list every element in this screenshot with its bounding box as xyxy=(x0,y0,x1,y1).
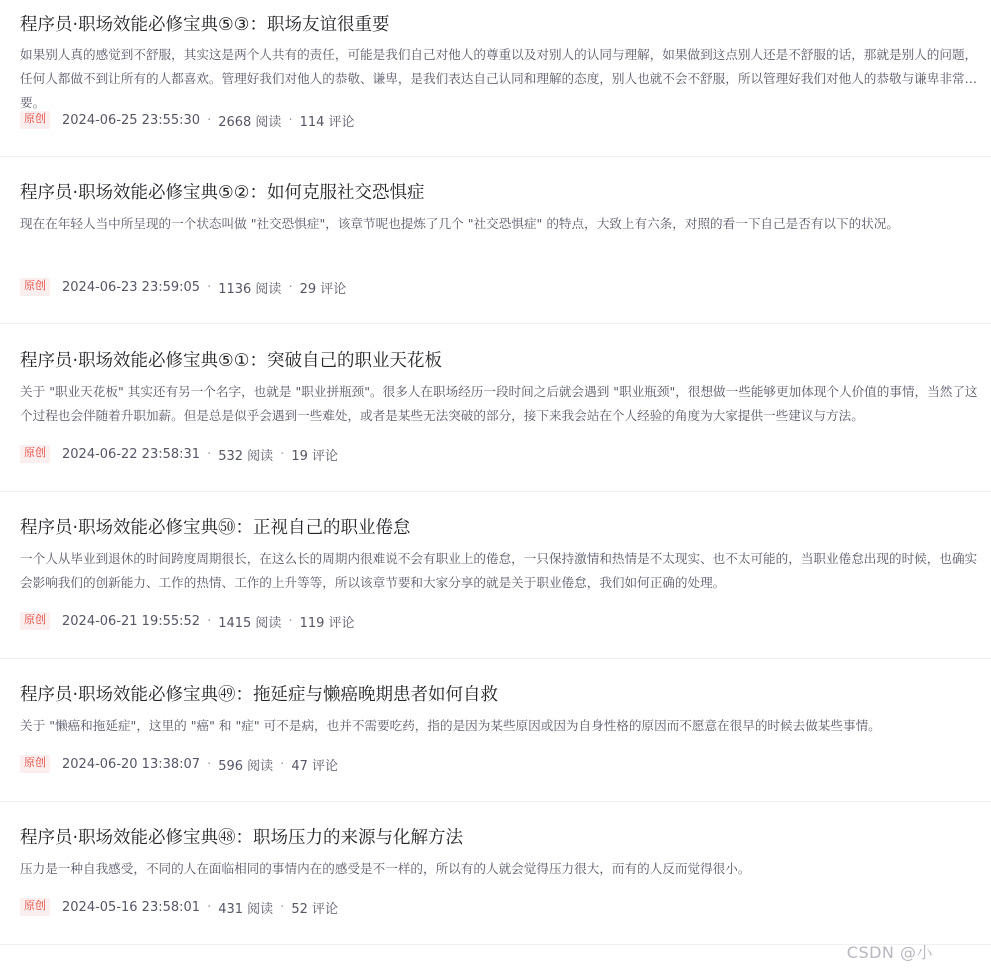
original-badge: 原创 xyxy=(20,445,50,463)
original-badge: 原创 xyxy=(20,898,50,916)
article-item[interactable] xyxy=(0,0,991,157)
publish-date: 2024-06-25 23:55:30 xyxy=(62,112,201,128)
separator-dot: · xyxy=(207,446,212,462)
separator-dot: · xyxy=(207,279,212,295)
separator-dot: · xyxy=(280,899,285,915)
article-title[interactable]: 程序员·职场效能必修宝典⑤③：职场友谊很重要 xyxy=(20,15,390,35)
article-item[interactable] xyxy=(0,492,991,659)
article-meta xyxy=(20,897,338,917)
separator-dot: · xyxy=(288,613,293,629)
article-meta xyxy=(20,611,355,631)
original-badge: 原创 xyxy=(20,111,50,129)
article-meta xyxy=(20,754,338,774)
article-summary[interactable]: 压力是一种自我感受，不同的人在面临相同的事情内在的感受是不一样的，所以有的人就会觉得压力很大，而有的人反而觉得很小。 xyxy=(20,861,751,876)
separator-dot: · xyxy=(207,112,212,128)
original-badge: 原创 xyxy=(20,278,50,296)
publish-date: 2024-05-16 23:58:01 xyxy=(62,899,201,915)
comment-count: 19 评论 xyxy=(291,448,338,464)
article-title[interactable]: 程序员·职场效能必修宝典㊽：职场压力的来源与化解方法 xyxy=(20,828,464,848)
read-count: 1136 阅读 xyxy=(218,281,282,297)
article-item[interactable] xyxy=(0,659,991,802)
article-summary[interactable]: 现在在年轻人当中所呈现的一个状态叫做 "社交恐惧症"，该章节呢也提炼了几个 "社交恐惧症" 的特点，大致上有六条，对照的看一下自己是否有以下的状况。 xyxy=(20,216,899,231)
separator-dot: · xyxy=(207,899,212,915)
article-item[interactable] xyxy=(0,324,991,492)
article-title[interactable]: 程序员·职场效能必修宝典⑤②：如何克服社交恐惧症 xyxy=(20,183,425,203)
read-count: 596 阅读 xyxy=(218,758,274,774)
article-title[interactable]: 程序员·职场效能必修宝典㊾：拖延症与懒癌晚期患者如何自救 xyxy=(20,685,499,705)
article-item[interactable] xyxy=(0,157,991,324)
original-badge: 原创 xyxy=(20,755,50,773)
separator-dot: · xyxy=(207,613,212,629)
article-summary[interactable]: 关于 "职业天花板" 其实还有另一个名字，也就是 "职业拼瓶颈"。很多人在职场经历一段时间之后就会遇到 "职业瓶颈"，很想做一些能够更加体现个人价值的事情，当然了这个过程也会伴随着升职加薪。但是总是似乎会遇到一些难处，或者是某些无法突破的部分，接下来我会站在个人经验的角度为大家提供一些建议与方法。 xyxy=(20,384,978,423)
publish-date: 2024-06-23 23:59:05 xyxy=(62,279,201,295)
article-title[interactable]: 程序员·职场效能必修宝典㊿：正视自己的职业倦怠 xyxy=(20,518,411,538)
article-summary[interactable]: 关于 "懒癌和拖延症"，这里的 "癌" 和 "症" 可不是病，也并不需要吃药，指的是因为某些原因或因为自身性格的原因而不愿意在很早的时候去做某些事情。 xyxy=(20,718,881,733)
read-count: 431 阅读 xyxy=(218,901,274,917)
publish-date: 2024-06-22 23:58:31 xyxy=(62,446,201,462)
separator-dot: · xyxy=(207,756,212,772)
comment-count: 114 评论 xyxy=(299,114,355,130)
separator-dot: · xyxy=(280,756,285,772)
separator-dot: · xyxy=(280,446,285,462)
separator-dot: · xyxy=(288,279,293,295)
read-count: 532 阅读 xyxy=(218,448,274,464)
comment-count: 52 评论 xyxy=(291,901,338,917)
publish-date: 2024-06-21 19:55:52 xyxy=(62,613,201,629)
article-meta xyxy=(20,110,355,130)
separator-dot: · xyxy=(288,112,293,128)
comment-count: 119 评论 xyxy=(299,615,355,631)
csdn-watermark: CSDN @小 xyxy=(846,943,933,962)
read-count: 2668 阅读 xyxy=(218,114,282,130)
article-summary[interactable]: 一个人从毕业到退休的时间跨度周期很长，在这么长的周期内很难说不会有职业上的倦怠，一只保持激情和热情是不太现实、也不太可能的，当职业倦怠出现的时候，也确实会影响我们的创新能力、工作的热情、工作的上升等等，所以该章节要和大家分享的就是关于职业倦怠，我们如何正确的处理。 xyxy=(20,551,978,590)
article-title[interactable]: 程序员·职场效能必修宝典⑤①：突破自己的职业天花板 xyxy=(20,351,442,371)
comment-count: 29 评论 xyxy=(299,281,347,297)
article-meta xyxy=(20,444,338,464)
read-count: 1415 阅读 xyxy=(218,615,282,631)
article-item[interactable] xyxy=(0,802,991,945)
article-summary[interactable]: 如果别人真的感觉到不舒服，其实这是两个人共有的责任，可能是我们自己对他人的尊重以及对别人的认同与理解，如果做到这点别人还是不舒服的话，那就是别人的问题，任何人都做不到让所有的人都喜欢。管理好我们对他人的恭敬、谦卑，是我们表达自己认同和理解的态度，别人也就不会不舒服，所以管理好我们对他人的恭敬与谦卑非常重要。 xyxy=(20,47,978,110)
article-meta xyxy=(20,277,346,297)
publish-date: 2024-06-20 13:38:07 xyxy=(62,756,201,772)
original-badge: 原创 xyxy=(20,612,50,630)
comment-count: 47 评论 xyxy=(291,758,338,774)
